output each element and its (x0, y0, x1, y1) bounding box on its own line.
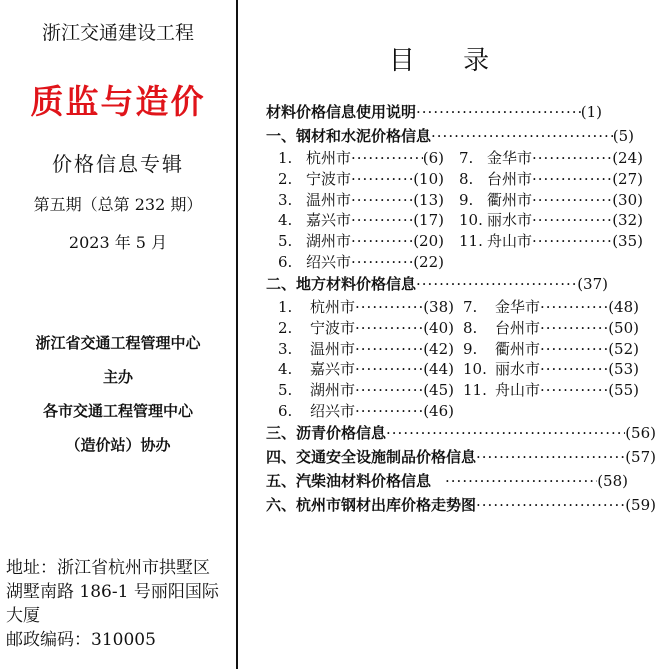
address-line: 大厦 (6, 606, 40, 626)
city-number: 5. (278, 381, 293, 400)
city-name: 台州市 (495, 318, 541, 337)
leader-dots (540, 340, 608, 358)
city-name: 杭州市 (306, 149, 352, 167)
leader-dots (476, 496, 625, 514)
toc-entry-label: 材料价格信息使用说明 (266, 103, 417, 121)
city-name: 绍兴市 (310, 402, 356, 420)
city-name: 金华市 (495, 298, 541, 316)
toc-city-entry[interactable] (278, 317, 454, 338)
issue-date: 2023 年 5 月 (68, 233, 168, 252)
city-name: 衢州市 (495, 339, 541, 358)
toc-city-entry[interactable] (278, 338, 454, 359)
toc-city-entry[interactable] (278, 296, 454, 317)
city-name: 嘉兴市 (310, 360, 356, 379)
city-page: (50) (608, 318, 639, 337)
toc-entry-page: (37) (577, 275, 608, 293)
city-page: (13) (413, 190, 444, 209)
toc-entry-label: 六、杭州市钢材出库价格走势图 (266, 496, 477, 514)
leader-dots (532, 149, 612, 167)
toc-city-entry[interactable] (459, 189, 643, 210)
city-page: (30) (612, 190, 643, 209)
city-number: 7. (459, 149, 474, 167)
leader-dots (540, 319, 608, 337)
cover-panel (0, 0, 236, 669)
city-number: 1. (278, 149, 293, 167)
city-number: 3. (278, 339, 293, 358)
toc-entry-label: 五、汽柴油材料价格信息 (266, 472, 432, 490)
city-name: 湖州市 (310, 381, 356, 400)
toc-city-entry[interactable] (278, 168, 444, 189)
city-page: (53) (608, 360, 639, 379)
leader-dots (532, 211, 612, 229)
toc-city-entry[interactable] (278, 251, 444, 272)
city-number: 7. (463, 298, 478, 316)
city-name: 衢州市 (487, 190, 533, 209)
city-page: (45) (423, 381, 454, 400)
leader-dots (540, 381, 608, 399)
leader-dots (355, 402, 423, 420)
leader-dots (540, 298, 608, 316)
city-number: 3. (278, 190, 293, 209)
city-page: (38) (423, 298, 454, 316)
toc-city-entry[interactable] (278, 189, 444, 210)
city-page: (46) (423, 402, 454, 420)
toc-city-entry[interactable] (463, 379, 639, 400)
toc-city-entry[interactable] (463, 358, 639, 379)
leader-dots (416, 275, 577, 293)
city-page: (44) (423, 360, 454, 379)
city-number: 2. (278, 318, 293, 337)
city-number: 9. (459, 190, 474, 209)
city-page: (32) (612, 211, 643, 230)
toc-city-entry[interactable] (278, 358, 454, 379)
toc-section-steel-trend[interactable] (266, 494, 656, 515)
leader-dots (351, 191, 413, 209)
city-number: 9. (463, 339, 478, 358)
city-page: (10) (413, 169, 444, 188)
toc-section-local-materials[interactable] (266, 273, 608, 294)
toc-city-entry[interactable] (278, 147, 444, 168)
city-name: 金华市 (487, 149, 533, 167)
toc-entry-label: 二、地方材料价格信息 (266, 275, 417, 293)
city-page: (17) (413, 211, 444, 230)
toc-city-entry[interactable] (463, 296, 639, 317)
toc-entry-page: (1) (580, 103, 602, 121)
toc-city-entry[interactable] (459, 147, 643, 168)
leader-dots (355, 360, 423, 378)
city-number: 6. (278, 253, 293, 271)
city-page: (52) (608, 339, 639, 358)
city-name: 台州市 (487, 169, 533, 188)
leader-dots (355, 298, 423, 316)
toc-entry-intro[interactable] (266, 101, 602, 122)
toc-entry-page: (56) (625, 424, 656, 442)
city-number: 10. (463, 360, 487, 379)
city-name: 舟山市 (487, 232, 533, 251)
toc-section-asphalt[interactable] (266, 422, 656, 443)
issue-number: 第五期（总第 232 期） (33, 195, 203, 214)
city-number: 11. (459, 232, 483, 251)
toc-city-entry[interactable] (459, 209, 643, 230)
leader-dots (532, 232, 612, 250)
leader-dots (351, 232, 413, 250)
toc-entry-label: 四、交通安全设施制品价格信息 (266, 448, 477, 466)
city-number: 2. (278, 169, 293, 188)
subtitle: 价格信息专辑 (52, 152, 184, 176)
city-name: 温州市 (310, 339, 356, 358)
sponsor-org: 浙江省交通工程管理中心 (35, 334, 201, 352)
city-page: (55) (608, 381, 639, 400)
city-name: 绍兴市 (306, 253, 352, 271)
toc-section-safety-facilities[interactable] (266, 446, 656, 467)
toc-entry-page: (59) (625, 496, 656, 514)
leader-dots (540, 360, 608, 378)
leader-dots (351, 211, 413, 229)
city-page: (27) (612, 169, 643, 188)
city-name: 宁波市 (310, 318, 356, 337)
toc-city-entry[interactable] (459, 230, 643, 251)
city-page: (20) (413, 232, 444, 251)
toc-city-entry[interactable] (278, 379, 454, 400)
co-organizer-role: （造价站）协办 (65, 436, 171, 454)
address-line: 湖墅南路 186-1 号丽阳国际 (6, 582, 219, 602)
city-number: 4. (278, 211, 293, 230)
toc-entry-page: (58) (597, 472, 628, 490)
co-organizer: 各市交通工程管理中心 (42, 402, 193, 420)
postcode: 邮政编码：310005 (6, 630, 156, 650)
city-number: 10. (459, 211, 483, 230)
toc-city-entry[interactable] (278, 209, 444, 230)
city-name: 杭州市 (310, 298, 356, 316)
city-name: 舟山市 (495, 381, 541, 400)
series-title: 浙江交通建设工程 (41, 22, 194, 44)
city-page: (22) (413, 253, 444, 271)
city-page: (48) (608, 298, 639, 316)
leader-dots (386, 424, 625, 442)
toc-city-entry[interactable] (463, 317, 639, 338)
city-name: 丽水市 (495, 360, 541, 379)
city-name: 湖州市 (306, 232, 352, 251)
city-name: 丽水市 (487, 211, 533, 230)
leader-dots (355, 381, 423, 399)
city-name: 宁波市 (306, 169, 352, 188)
leader-dots (351, 149, 423, 167)
toc-title: 目 录 (388, 46, 510, 76)
city-number: 4. (278, 360, 293, 379)
city-name: 温州市 (306, 190, 352, 209)
toc-section-steel-cement[interactable] (266, 125, 634, 146)
city-number: 8. (463, 318, 478, 337)
main-title: 质监与造价 (30, 82, 206, 121)
city-page: (24) (612, 149, 643, 167)
leader-dots (416, 103, 581, 121)
city-page: (6) (422, 149, 444, 167)
leader-dots (476, 448, 625, 466)
toc-entry-label: 三、沥青价格信息 (266, 424, 387, 442)
city-page: (40) (423, 318, 454, 337)
city-number: 1. (278, 298, 293, 316)
city-name: 嘉兴市 (306, 211, 352, 230)
toc-entry-page: (5) (612, 127, 634, 145)
city-number: 6. (278, 402, 293, 420)
leader-dots (431, 127, 613, 145)
address-line: 地址：浙江省杭州市拱墅区 (6, 558, 210, 578)
leader-dots (351, 253, 413, 271)
leader-dots (355, 319, 423, 337)
city-number: 11. (463, 381, 487, 400)
toc-city-entry[interactable] (463, 338, 639, 359)
leader-dots (355, 340, 423, 358)
toc-section-fuel[interactable] (266, 470, 628, 491)
city-number: 5. (278, 232, 293, 251)
city-page: (35) (612, 232, 643, 251)
toc-city-entry[interactable] (278, 400, 454, 421)
toc-city-entry[interactable] (459, 168, 643, 189)
sponsor-role: 主办 (102, 368, 133, 386)
city-page: (42) (423, 339, 454, 358)
city-number: 8. (459, 169, 474, 188)
leader-dots (532, 191, 612, 209)
table-of-contents (238, 0, 660, 669)
toc-entry-page: (57) (625, 448, 656, 466)
toc-city-entry[interactable] (278, 230, 444, 251)
toc-entry-label: 一、钢材和水泥价格信息 (266, 127, 432, 145)
leader-dots (445, 472, 597, 490)
leader-dots (532, 170, 612, 188)
leader-dots (351, 170, 413, 188)
